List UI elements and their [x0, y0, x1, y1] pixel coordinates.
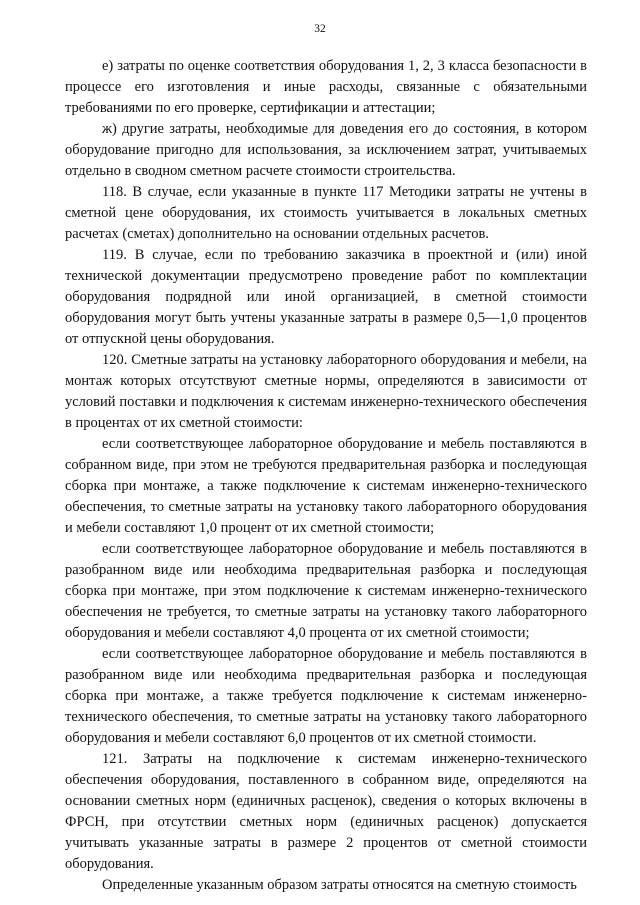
paragraph-119: 119. В случае, если по требованию заказчика в проектной и (или) иной технической документации предусмотрено проведение работ по комплектации оборудования подрядной или иной организацией, в сметной стоимости оборудования могут быть учтены указанные затраты в размере 0,5—1,0 процентов от отпускной цены оборудования. [65, 247, 587, 347]
paragraph-121: 121. Затраты на подключение к системам инженерно-технического обеспечения оборудования, поставленного в собранном виде, определяются на основании сметных норм (единичных расценок), сведения о которых включены в ФРСН, при отсутствии сметных норм (единичных расценок) допускается учитывать указанные затраты в размере 2 процентов от сметной стоимости оборудования. [65, 751, 587, 872]
paragraph-item-zh: ж) другие затраты, необходимые для доведения его до состояния, в котором оборудование пригодно для использования, за исключением затрат, учитываемых отдельно в сводном сметном расчете стоимости строительства. [65, 121, 587, 179]
paragraph-120-case-3: если соответствующее лабораторное оборудование и мебель поставляются в разобранном виде или необходима предварительная разборка и последующая сборка при монтаже, а также требуется подключение к системам инженерно-технического обеспечения, то сметные затраты на установку такого лабораторного оборудования и мебели составляют 6,0 процентов от их сметной стоимости. [65, 646, 587, 746]
page-number: 32 [314, 23, 326, 35]
paragraph-continuation: Определенные указанным образом затраты относятся на сметную стоимость [102, 877, 577, 893]
paragraph-120-case-1: если соответствующее лабораторное оборудование и мебель поставляются в собранном виде, при этом не требуются предварительная разборка и последующая сборка при монтаже, а также подключение к системам инженерно-технического обеспечения, то сметные затраты на установку такого лабораторного оборудования и мебели составляют 1,0 процент от их сметной стоимости; [65, 436, 587, 536]
document-body [65, 56, 587, 896]
paragraph-120-case-2: если соответствующее лабораторное оборудование и мебель поставляются в разобранном виде или необходима предварительная разборка и последующая сборка при монтаже, при этом подключение к системам инженерно-технического обеспечения не требуется, то сметные затраты на установку такого лабораторного оборудования и мебели составляют 4,0 процента от их сметной стоимости; [65, 541, 587, 641]
paragraph-118: 118. В случае, если указанные в пункте 117 Методики затраты не учтены в сметной цене оборудования, их стоимость учитывается в локальных сметных расчетах (сметах) дополнительно на основании отдельных расчетов. [65, 184, 587, 242]
paragraph-item-e: е) затраты по оценке соответствия оборудования 1, 2, 3 класса безопасности в процессе его изготовления и иные расходы, связанные с обязательными требованиями по его проверке, сертификации и аттестации; [65, 58, 587, 116]
paragraph-120: 120. Сметные затраты на установку лабораторного оборудования и мебели, на монтаж которых отсутствуют сметные нормы, определяются в зависимости от условий поставки и подключения к системам инженерно-технического обеспечения в процентах от их сметной стоимости: [65, 352, 587, 431]
